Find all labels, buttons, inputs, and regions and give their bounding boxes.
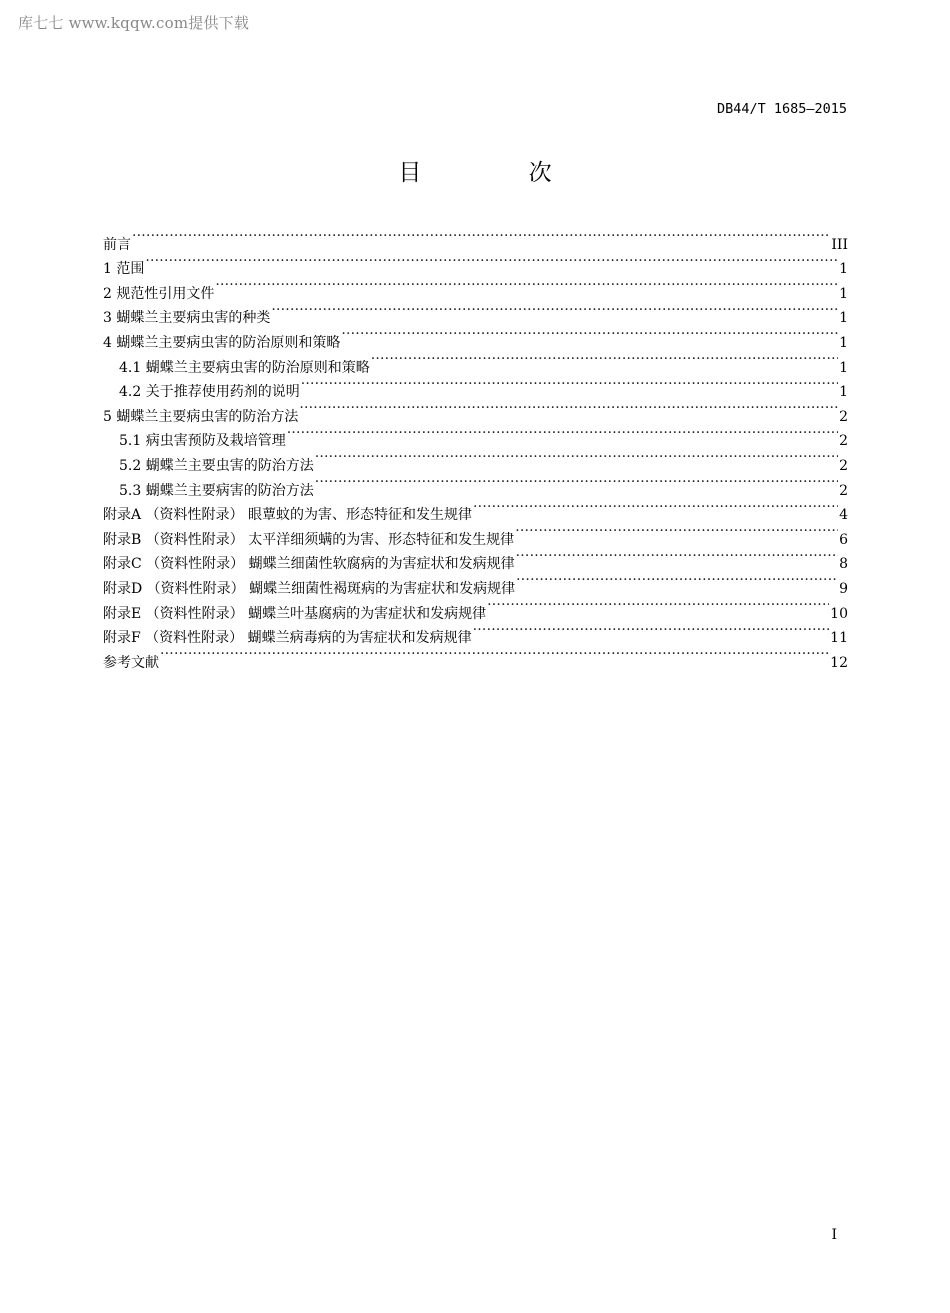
toc-leader-dots (473, 495, 838, 520)
toc-entry-page: 1 (839, 285, 848, 302)
toc-entry-label: 附录F （资料性附录） 蝴蝶兰病毒病的为害症状和发病规律 (103, 630, 472, 647)
toc-leader-dots (315, 470, 838, 495)
toc-entry-page: 9 (839, 580, 848, 597)
document-code: DB44/T 1685—2015 (716, 101, 847, 117)
table-of-contents (103, 224, 848, 671)
toc-leader-dots (516, 568, 838, 593)
toc-entry[interactable] (103, 224, 848, 253)
toc-leader-dots (515, 519, 838, 544)
toc-entry-page: III (831, 236, 848, 253)
toc-leader-dots (516, 544, 838, 569)
toc-entry-page: 1 (839, 261, 848, 278)
toc-entry-page: 4 (839, 507, 848, 524)
toc-entry[interactable] (103, 298, 848, 327)
toc-entry[interactable] (103, 273, 848, 302)
toc-leader-dots (473, 618, 830, 643)
watermark-text: 库七七 www.kqqw.com提供下载 (18, 14, 250, 32)
toc-entry-page: 11 (830, 630, 848, 647)
toc-leader-dots (299, 396, 838, 421)
toc-leader-dots (132, 224, 830, 249)
toc-entry-page: 10 (830, 605, 848, 622)
toc-entry-page: 2 (839, 433, 848, 450)
toc-entry-page: 1 (839, 384, 848, 401)
toc-leader-dots (315, 445, 838, 470)
toc-entry-page: 1 (839, 359, 848, 376)
toc-entry-label: 4.1 蝴蝶兰主要病虫害的防治原则和策略 (119, 359, 370, 376)
toc-entry-label: 附录E （资料性附录） 蝴蝶兰叶基腐病的为害症状和发病规律 (103, 605, 487, 622)
page-number: I (831, 1227, 837, 1243)
toc-entry-page: 8 (839, 556, 848, 573)
toc-entry-label: 参考文献 (103, 654, 159, 671)
toc-entry[interactable] (103, 249, 848, 278)
toc-entry-page: 2 (839, 482, 848, 499)
toc-entry-label: 附录B （资料性附录） 太平洋细须螨的为害、形态特征和发生规律 (103, 531, 515, 548)
toc-entry-label: 附录A （资料性附录） 眼蕈蚊的为害、形态特征和发生规律 (103, 507, 473, 524)
toc-leader-dots (215, 273, 838, 298)
toc-leader-dots (487, 593, 829, 618)
toc-leader-dots (145, 249, 838, 274)
toc-entry-page: 1 (839, 334, 848, 351)
toc-leader-dots (271, 298, 838, 323)
toc-leader-dots (287, 421, 838, 446)
toc-entry-label: 5 蝴蝶兰主要病虫害的防治方法 (103, 408, 299, 425)
toc-entry-page: 2 (839, 457, 848, 474)
toc-entry-label: 3 蝴蝶兰主要病虫害的种类 (103, 310, 271, 327)
toc-entry-label: 2 规范性引用文件 (103, 285, 215, 302)
toc-entry-label: 附录C （资料性附录） 蝴蝶兰细菌性软腐病的为害症状和发病规律 (103, 556, 515, 573)
toc-entry-label: 前言 (103, 236, 131, 253)
toc-entry-label: 5.3 蝴蝶兰主要病害的防治方法 (119, 482, 314, 499)
toc-entry-page: 12 (830, 654, 848, 671)
toc-entry-label: 5.2 蝴蝶兰主要虫害的防治方法 (119, 457, 314, 474)
toc-entry-page: 1 (839, 310, 848, 327)
toc-entry-label: 1 范围 (103, 261, 145, 278)
toc-entry[interactable] (103, 642, 848, 671)
toc-entry-label: 4.2 关于推荐使用药剂的说明 (119, 384, 300, 401)
toc-entry-page: 2 (839, 408, 848, 425)
toc-title: 目 次 (398, 160, 602, 186)
toc-leader-dots (301, 372, 838, 397)
toc-leader-dots (160, 642, 829, 667)
toc-leader-dots (341, 322, 838, 347)
toc-leader-dots (371, 347, 838, 372)
toc-entry-label: 附录D （资料性附录） 蝴蝶兰细菌性褐斑病的为害症状和发病规律 (103, 580, 516, 597)
toc-entry-label: 4 蝴蝶兰主要病虫害的防治原则和策略 (103, 334, 341, 351)
toc-entry-page: 6 (839, 531, 848, 548)
toc-entry-label: 5.1 病虫害预防及栽培管理 (119, 433, 286, 450)
